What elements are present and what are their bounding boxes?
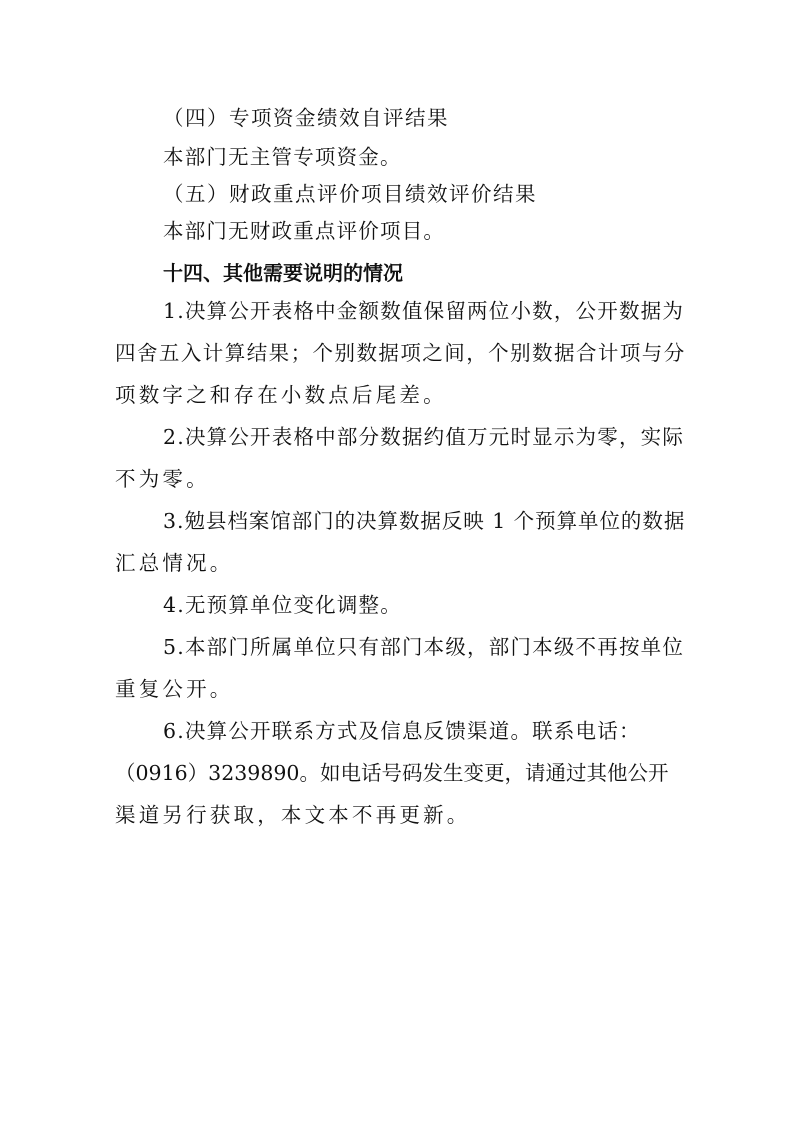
item-2-line-2: 不为零。: [115, 467, 210, 491]
item-2-line-1: 2.决算公开表格中部分数据约值万元时显示为零，实际: [163, 425, 685, 449]
section-5-text: 本部门无财政重点评价项目。: [163, 219, 446, 243]
section-5-heading: （五）财政重点评价项目绩效评价结果: [163, 182, 537, 206]
section-4-text: 本部门无主管专项资金。: [163, 145, 402, 169]
item-6-line-1: 6.决算公开联系方式及信息反馈渠道。联系电话：: [163, 719, 641, 743]
item-3-line-1: 3.勉县档案馆部门的决算数据反映 1 个预算单位的数据: [163, 509, 686, 533]
section-4-heading: （四）专项资金绩效自评结果: [163, 106, 449, 130]
item-1-line-3: 项数字之和存在小数点后尾差。: [115, 383, 447, 407]
item-6-line-3: 渠道另行获取，本文本不再更新。: [115, 803, 471, 827]
item-6-line-2: （0916）3239890。如电话号码发生变更，请通过其他公开: [115, 761, 669, 785]
item-1-line-1: 1.决算公开表格中金额数值保留两位小数，公开数据为: [163, 299, 685, 323]
section-14-heading: 十四、其他需要说明的情况: [163, 261, 403, 285]
item-1-line-2: 四舍五入计算结果；个别数据项之间，个别数据合计项与分: [115, 341, 686, 365]
item-4-line-1: 4.无预算单位变化调整。: [163, 593, 402, 617]
item-3-line-2: 汇总情况。: [115, 551, 234, 575]
item-5-line-1: 5.本部门所属单位只有部门本级，部门本级不再按单位: [163, 635, 685, 659]
item-5-line-2: 重复公开。: [115, 677, 234, 701]
